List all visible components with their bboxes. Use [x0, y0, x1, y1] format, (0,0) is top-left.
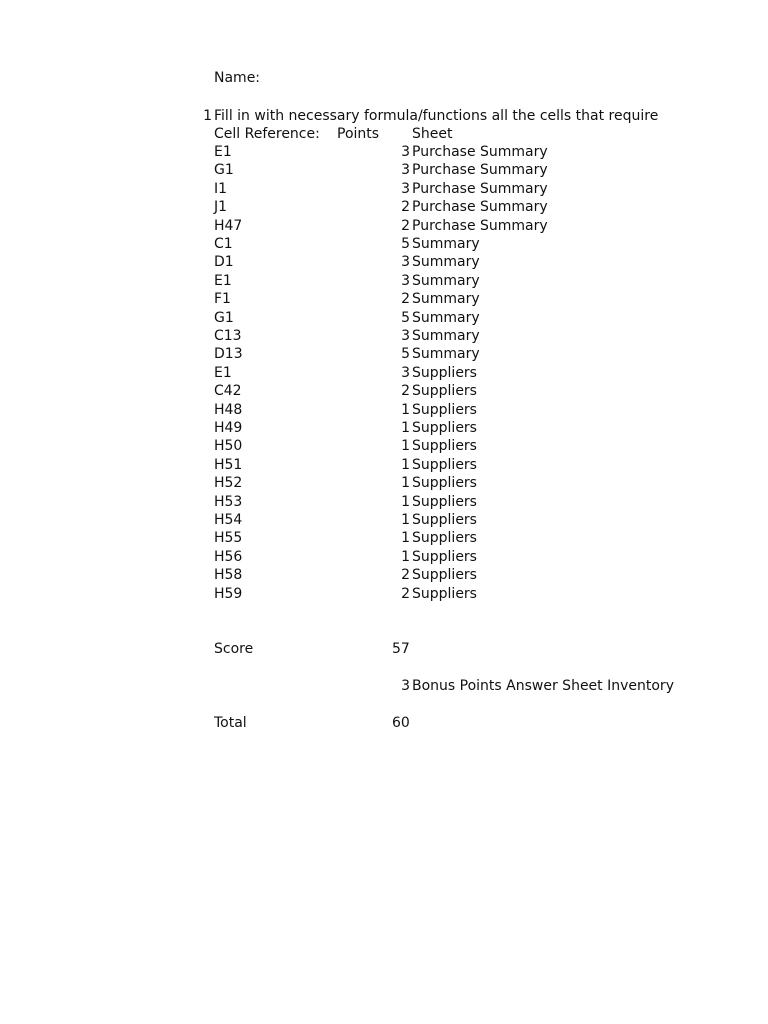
points-value: 5 — [401, 310, 410, 326]
name-label: Name: — [214, 70, 261, 86]
points-value: 5 — [401, 236, 410, 252]
sheet-name: Summary — [412, 236, 480, 252]
sheet-name: Purchase Summary — [412, 181, 548, 197]
cell-reference: E1 — [214, 273, 232, 289]
cell-reference: H56 — [214, 549, 243, 565]
sheet-name: Suppliers — [412, 586, 477, 602]
score-value: 57 — [392, 641, 410, 657]
sheet-name: Suppliers — [412, 438, 477, 454]
sheet-name: Summary — [412, 310, 480, 326]
points-value: 2 — [401, 199, 410, 215]
header-points: Points — [337, 126, 380, 142]
bonus-label: Bonus Points Answer Sheet Inventory — [412, 678, 674, 694]
cell-reference: H53 — [214, 494, 243, 510]
cell-reference: G1 — [214, 310, 234, 326]
sheet-name: Purchase Summary — [412, 218, 548, 234]
header-cell-reference: Cell Reference: — [214, 126, 320, 142]
sheet-name: Suppliers — [412, 383, 477, 399]
sheet-name: Purchase Summary — [412, 162, 548, 178]
points-value: 2 — [401, 586, 410, 602]
points-value: 2 — [401, 383, 410, 399]
header-sheet: Sheet — [412, 126, 453, 142]
cell-reference: F1 — [214, 291, 231, 307]
points-value: 1 — [401, 402, 410, 418]
cell-reference: C13 — [214, 328, 242, 344]
sheet-name: Suppliers — [412, 567, 477, 583]
points-value: 3 — [401, 144, 410, 160]
points-value: 3 — [401, 254, 410, 270]
points-value: 1 — [401, 438, 410, 454]
cell-reference: H51 — [214, 457, 243, 473]
points-value: 1 — [401, 475, 410, 491]
total-label: Total — [214, 715, 247, 731]
question-instruction: Fill in with necessary formula/functions all the cells that require — [214, 108, 659, 124]
sheet-name: Suppliers — [412, 530, 477, 546]
cell-reference: H54 — [214, 512, 243, 528]
cell-reference: H58 — [214, 567, 243, 583]
cell-reference: H52 — [214, 475, 243, 491]
sheet-name: Summary — [412, 328, 480, 344]
sheet-name: Summary — [412, 254, 480, 270]
sheet-name: Purchase Summary — [412, 199, 548, 215]
cell-reference: I1 — [214, 181, 228, 197]
sheet-name: Suppliers — [412, 512, 477, 528]
sheet-name: Suppliers — [412, 549, 477, 565]
cell-reference: H59 — [214, 586, 243, 602]
points-value: 2 — [401, 291, 410, 307]
sheet-name: Suppliers — [412, 402, 477, 418]
points-value: 3 — [401, 365, 410, 381]
points-value: 5 — [401, 346, 410, 362]
points-value: 1 — [401, 420, 410, 436]
cell-reference: C42 — [214, 383, 242, 399]
cell-reference: D1 — [214, 254, 234, 270]
points-value: 1 — [401, 512, 410, 528]
cell-reference: H49 — [214, 420, 243, 436]
points-value: 3 — [401, 273, 410, 289]
bonus-points: 3 — [401, 678, 410, 694]
cell-reference: C1 — [214, 236, 233, 252]
cell-reference: H50 — [214, 438, 243, 454]
score-label: Score — [214, 641, 254, 657]
cell-reference: J1 — [214, 199, 228, 215]
cell-reference: E1 — [214, 365, 232, 381]
points-value: 1 — [401, 457, 410, 473]
points-value: 1 — [401, 530, 410, 546]
sheet-name: Suppliers — [412, 457, 477, 473]
points-value: 3 — [401, 328, 410, 344]
cell-reference: H55 — [214, 530, 243, 546]
cell-reference: D13 — [214, 346, 243, 362]
cell-reference: G1 — [214, 162, 234, 178]
sheet-name: Purchase Summary — [412, 144, 548, 160]
sheet-name: Summary — [412, 346, 480, 362]
sheet-name: Suppliers — [412, 420, 477, 436]
points-value: 1 — [401, 549, 410, 565]
points-value: 1 — [401, 494, 410, 510]
sheet-name: Suppliers — [412, 494, 477, 510]
sheet-name: Suppliers — [412, 475, 477, 491]
cell-reference: E1 — [214, 144, 232, 160]
sheet-name: Suppliers — [412, 365, 477, 381]
sheet-name: Summary — [412, 273, 480, 289]
points-value: 3 — [401, 181, 410, 197]
question-number: 1 — [203, 108, 212, 124]
points-value: 3 — [401, 162, 410, 178]
points-value: 2 — [401, 567, 410, 583]
sheet-name: Summary — [412, 291, 480, 307]
cell-reference: H47 — [214, 218, 243, 234]
total-value: 60 — [392, 715, 410, 731]
cell-reference: H48 — [214, 402, 243, 418]
points-value: 2 — [401, 218, 410, 234]
